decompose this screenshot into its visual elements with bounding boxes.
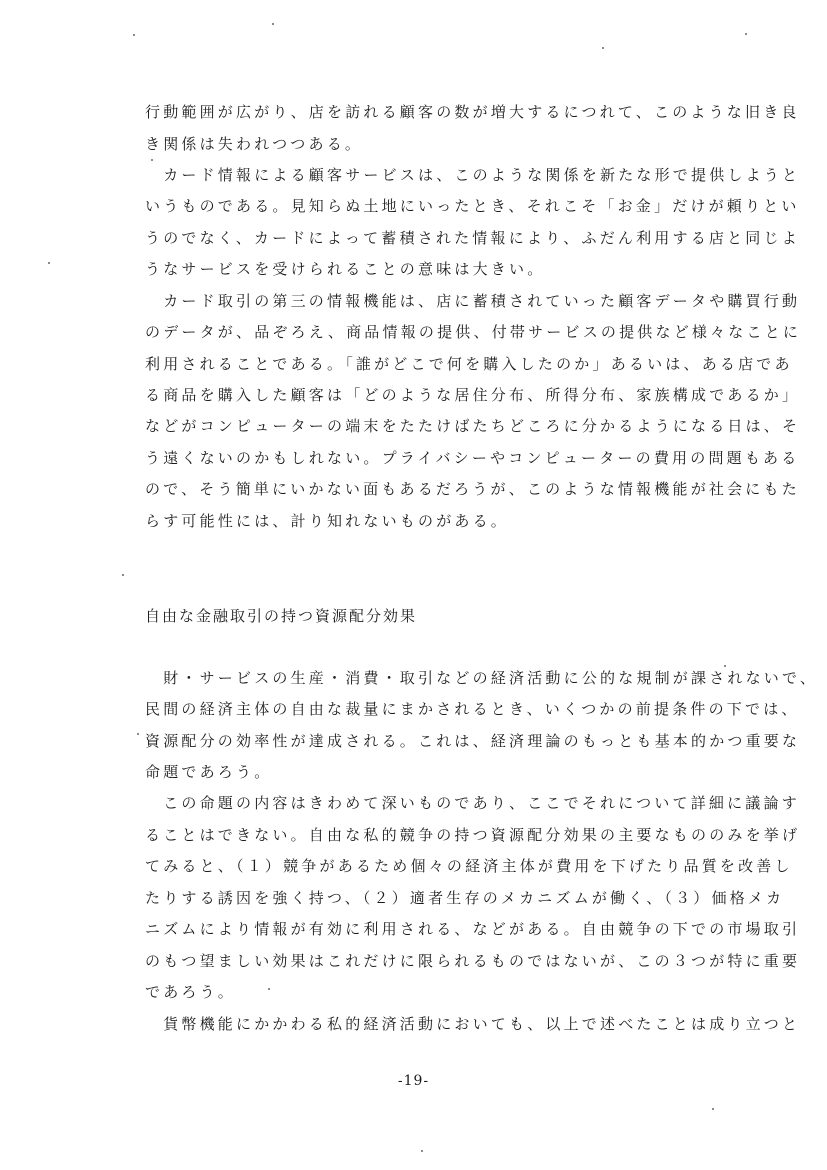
paragraph-line: らす可能性には、計り知れないものがある。 bbox=[145, 512, 510, 530]
scan-speck bbox=[268, 988, 270, 990]
section-line: 財・サービスの生産・消費・取引などの経済活動に公的な規制が課されないで、 bbox=[145, 669, 819, 687]
section-line: ることはできない。自由な私的競争の持つ資源配分効果の主要なもののみを挙げ bbox=[145, 826, 801, 844]
section-line: のもつ望ましい効果はこれだけに限られるものではないが、この３つが特に重要 bbox=[145, 952, 801, 970]
section-line: たりする誘因を強く持つ、（２）適者生存のメカニズムが働く、（３）価格メカ bbox=[145, 889, 785, 907]
section-line: この命題の内容はきわめて深いものであり、ここでそれについて詳細に議論す bbox=[145, 794, 800, 812]
scan-speck bbox=[151, 159, 153, 161]
scan-speck bbox=[712, 1108, 714, 1110]
section-heading: 自由な金融取引の持つ資源配分効果 bbox=[145, 607, 418, 625]
paragraph-line: う遠くないのかもしれない。プライバシーやコンピューターの費用の問題もある bbox=[145, 449, 800, 467]
scan-speck bbox=[272, 23, 274, 25]
paragraph-line: る商品を購入した顧客は「どのような居住分布、所得分布、家族構成であるか」 bbox=[145, 386, 801, 404]
section-line: 命題であろう。 bbox=[145, 763, 273, 781]
section-line: 資源配分の効率性が達成される。これは、経済理論のもっとも基本的かつ重要な bbox=[145, 732, 801, 750]
scan-speck bbox=[745, 33, 747, 35]
paragraph-line: いうものである。見知らぬ土地にいったとき、それこそ「お金」だけが頼りとい bbox=[145, 197, 800, 215]
paragraph-line: ので、そう簡単にいかない面もあるだろうが、このような情報機能が社会にもた bbox=[145, 480, 800, 498]
scan-speck bbox=[724, 665, 726, 667]
section-line: 貨幣機能にかかわる私的経済活動においても、以上で述べたことは成り立つと bbox=[145, 1015, 801, 1033]
paragraph-line: 行動範囲が広がり、店を訪れる顧客の数が増大するにつれて、このような旧き良 bbox=[145, 103, 800, 121]
section-line: であろう。 bbox=[145, 983, 237, 1001]
scan-speck bbox=[421, 1150, 423, 1152]
paragraph-line: カード情報による顧客サービスは、このような関係を新たな形で提供しようと bbox=[145, 166, 801, 184]
scan-speck bbox=[133, 34, 135, 36]
page-number: -19- bbox=[397, 1073, 430, 1089]
paragraph-line: のデータが、品ぞろえ、商品情報の提供、付帯サービスの提供など様々なことに bbox=[145, 323, 802, 341]
paragraph-line: き関係は失われつつある。 bbox=[145, 135, 364, 153]
scan-speck bbox=[137, 733, 139, 735]
paragraph-line: 利用されることである。「誰がどこで何を購入したのか」あるいは、ある店であ bbox=[145, 355, 793, 373]
scan-speck bbox=[122, 574, 124, 576]
section-line: 民間の経済主体の自由な裁量にまかされるとき、いくつかの前提条件の下では、 bbox=[145, 700, 800, 718]
paragraph-line: カード取引の第三の情報機能は、店に蓄積されていった顧客データや購買行動 bbox=[145, 292, 801, 310]
paragraph-line: などがコンピューターの端末をたたけばたちどころに分かるようになる日は、そ bbox=[145, 417, 801, 435]
scan-speck bbox=[602, 47, 604, 49]
paragraph-line: うのでなく、カードによって蓄積された情報により、ふだん利用する店と同じよ bbox=[145, 229, 800, 247]
scan-speck bbox=[48, 262, 50, 264]
section-line: てみると、（１）競争があるため個々の経済主体が費用を下げたり品質を改善し bbox=[145, 857, 793, 875]
section-line: ニズムにより情報が有効に利用される、などがある。自由競争の下での市場取引 bbox=[145, 920, 801, 938]
paragraph-line: うなサービスを受けられることの意味は大きい。 bbox=[145, 260, 546, 278]
